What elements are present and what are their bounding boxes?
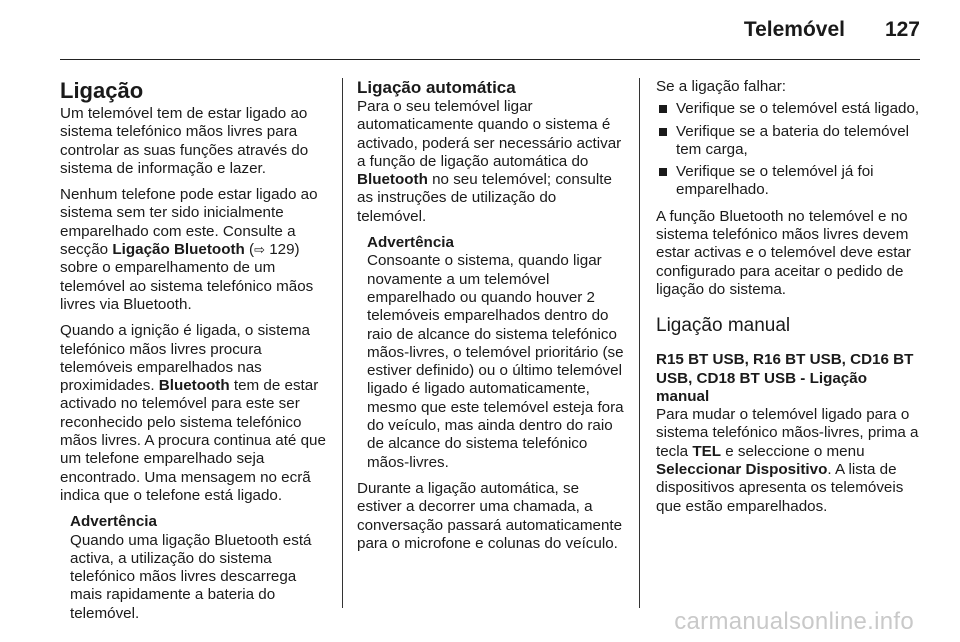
page-reference-icon: ⇨ [254, 242, 265, 258]
note-text: Consoante o sistema, quando ligar novamente a um telemóvel emparelhado ou quando houver 2 telemóveis emparelhados dentro do raio de alcance do sistema telefónico mãos-livres, o telemóvel prioritário (se estiver definido) ou o último telemóvel ligado é ligado automaticamente, mesmo que este telemóvel esteja fora do veículo, mas ainda dentro do raio de alcance do sistema telefónico mãos-livres. [367, 252, 624, 471]
column-3 [656, 78, 924, 524]
note-title: Advertência [70, 513, 157, 531]
menu-name: Seleccionar Dispositivo [656, 461, 828, 479]
paragraph: Se a ligação falhar: [656, 78, 787, 95]
paragraph: Um telemóvel tem de estar ligado ao sistema telefónico mãos livres para controlar as suas funções através do sistema de informação e lazer. [60, 105, 309, 177]
section-heading-ligacao-manual: Ligação manual [656, 315, 791, 337]
section-heading-ligacao-automatica: Ligação automática [357, 78, 516, 97]
column-2 [357, 78, 627, 561]
header-title: Telemóvel [743, 18, 845, 41]
bullet-icon [659, 128, 667, 136]
paragraph: A função Bluetooth no telemóvel e no sistema telefónico mãos livres devem estar activas e o telemóvel deve estar configurado para aceitar o pedido de ligação do sistema. [656, 207, 911, 298]
list-item: Verifique se o telemóvel está ligado, [656, 100, 924, 118]
section-heading-ligacao: Ligação [60, 78, 144, 103]
watermark: carmanualsonline.info [674, 608, 914, 635]
paragraph: Para o seu telemóvel ligar automaticamente quando o sistema é activado, poderá ser necessário activar a função de ligação automática do Bluetooth no seu telemóvel; consulte as instruções de utilização do telemóvel. [357, 98, 622, 225]
bullet-icon [659, 168, 667, 176]
column-1 [60, 78, 330, 631]
paragraph: Quando a ignição é ligada, o sistema telefónico mãos livres procura telemóveis emparelhados nas proximidades. Bluetooth tem de estar activado no telemóvel para este ser reconhecido pelo sistema telefónico mãos livres. A procura continua até que um telefone emparelhado seja encontrado. Uma mensagem no ecrã indica que o telefone está ligado. [60, 322, 326, 504]
column-divider-2 [639, 78, 640, 608]
page-header [0, 0, 960, 58]
note-title: Advertência [367, 234, 454, 252]
paragraph: Para mudar o telemóvel ligado para o sistema telefónico mãos-livres, prima a tecla TEL e seleccione o menu Seleccionar Dispositivo. A lista de dispositivos apresenta os telemóveis que estão emparelhados. [656, 406, 919, 515]
bullet-list [656, 100, 924, 199]
column-divider-1 [342, 78, 343, 608]
paragraph: Durante a ligação automática, se estiver a decorrer uma chamada, a conversação passará automaticamente para o microfone e colunas do veículo. [357, 479, 623, 552]
page-number: 127 [884, 18, 920, 41]
subsection-heading: R15 BT USB, R16 BT USB, CD16 BT USB, CD18 BT USB - Ligação manual [656, 351, 914, 405]
header-rule [60, 59, 920, 60]
list-item: Verifique se a bateria do telemóvel tem carga, [656, 123, 924, 160]
list-item: Verifique se o telemóvel já foi emparelhado. [656, 163, 924, 200]
note-box [70, 513, 330, 623]
paragraph: Nenhum telefone pode estar ligado ao sistema sem ter sido inicialmente emparelhado com este. Consulte a secção Ligação Bluetooth (⇨ 129) sobre o emparelhamento de um telemóvel ao sistema telefónico mãos livres via Bluetooth. [60, 186, 318, 313]
bold-term: Bluetooth [158, 377, 230, 395]
bold-term: Bluetooth [357, 171, 428, 189]
button-name-tel: TEL [692, 442, 721, 460]
bullet-icon [659, 105, 667, 113]
note-box [367, 234, 627, 472]
bold-term: Ligação Bluetooth [112, 241, 245, 259]
note-text: Quando uma ligação Bluetooth está activa, a utilização do sistema telefónico mãos livres descarrega mais rapidamente a bateria do telemóvel. [70, 531, 312, 622]
